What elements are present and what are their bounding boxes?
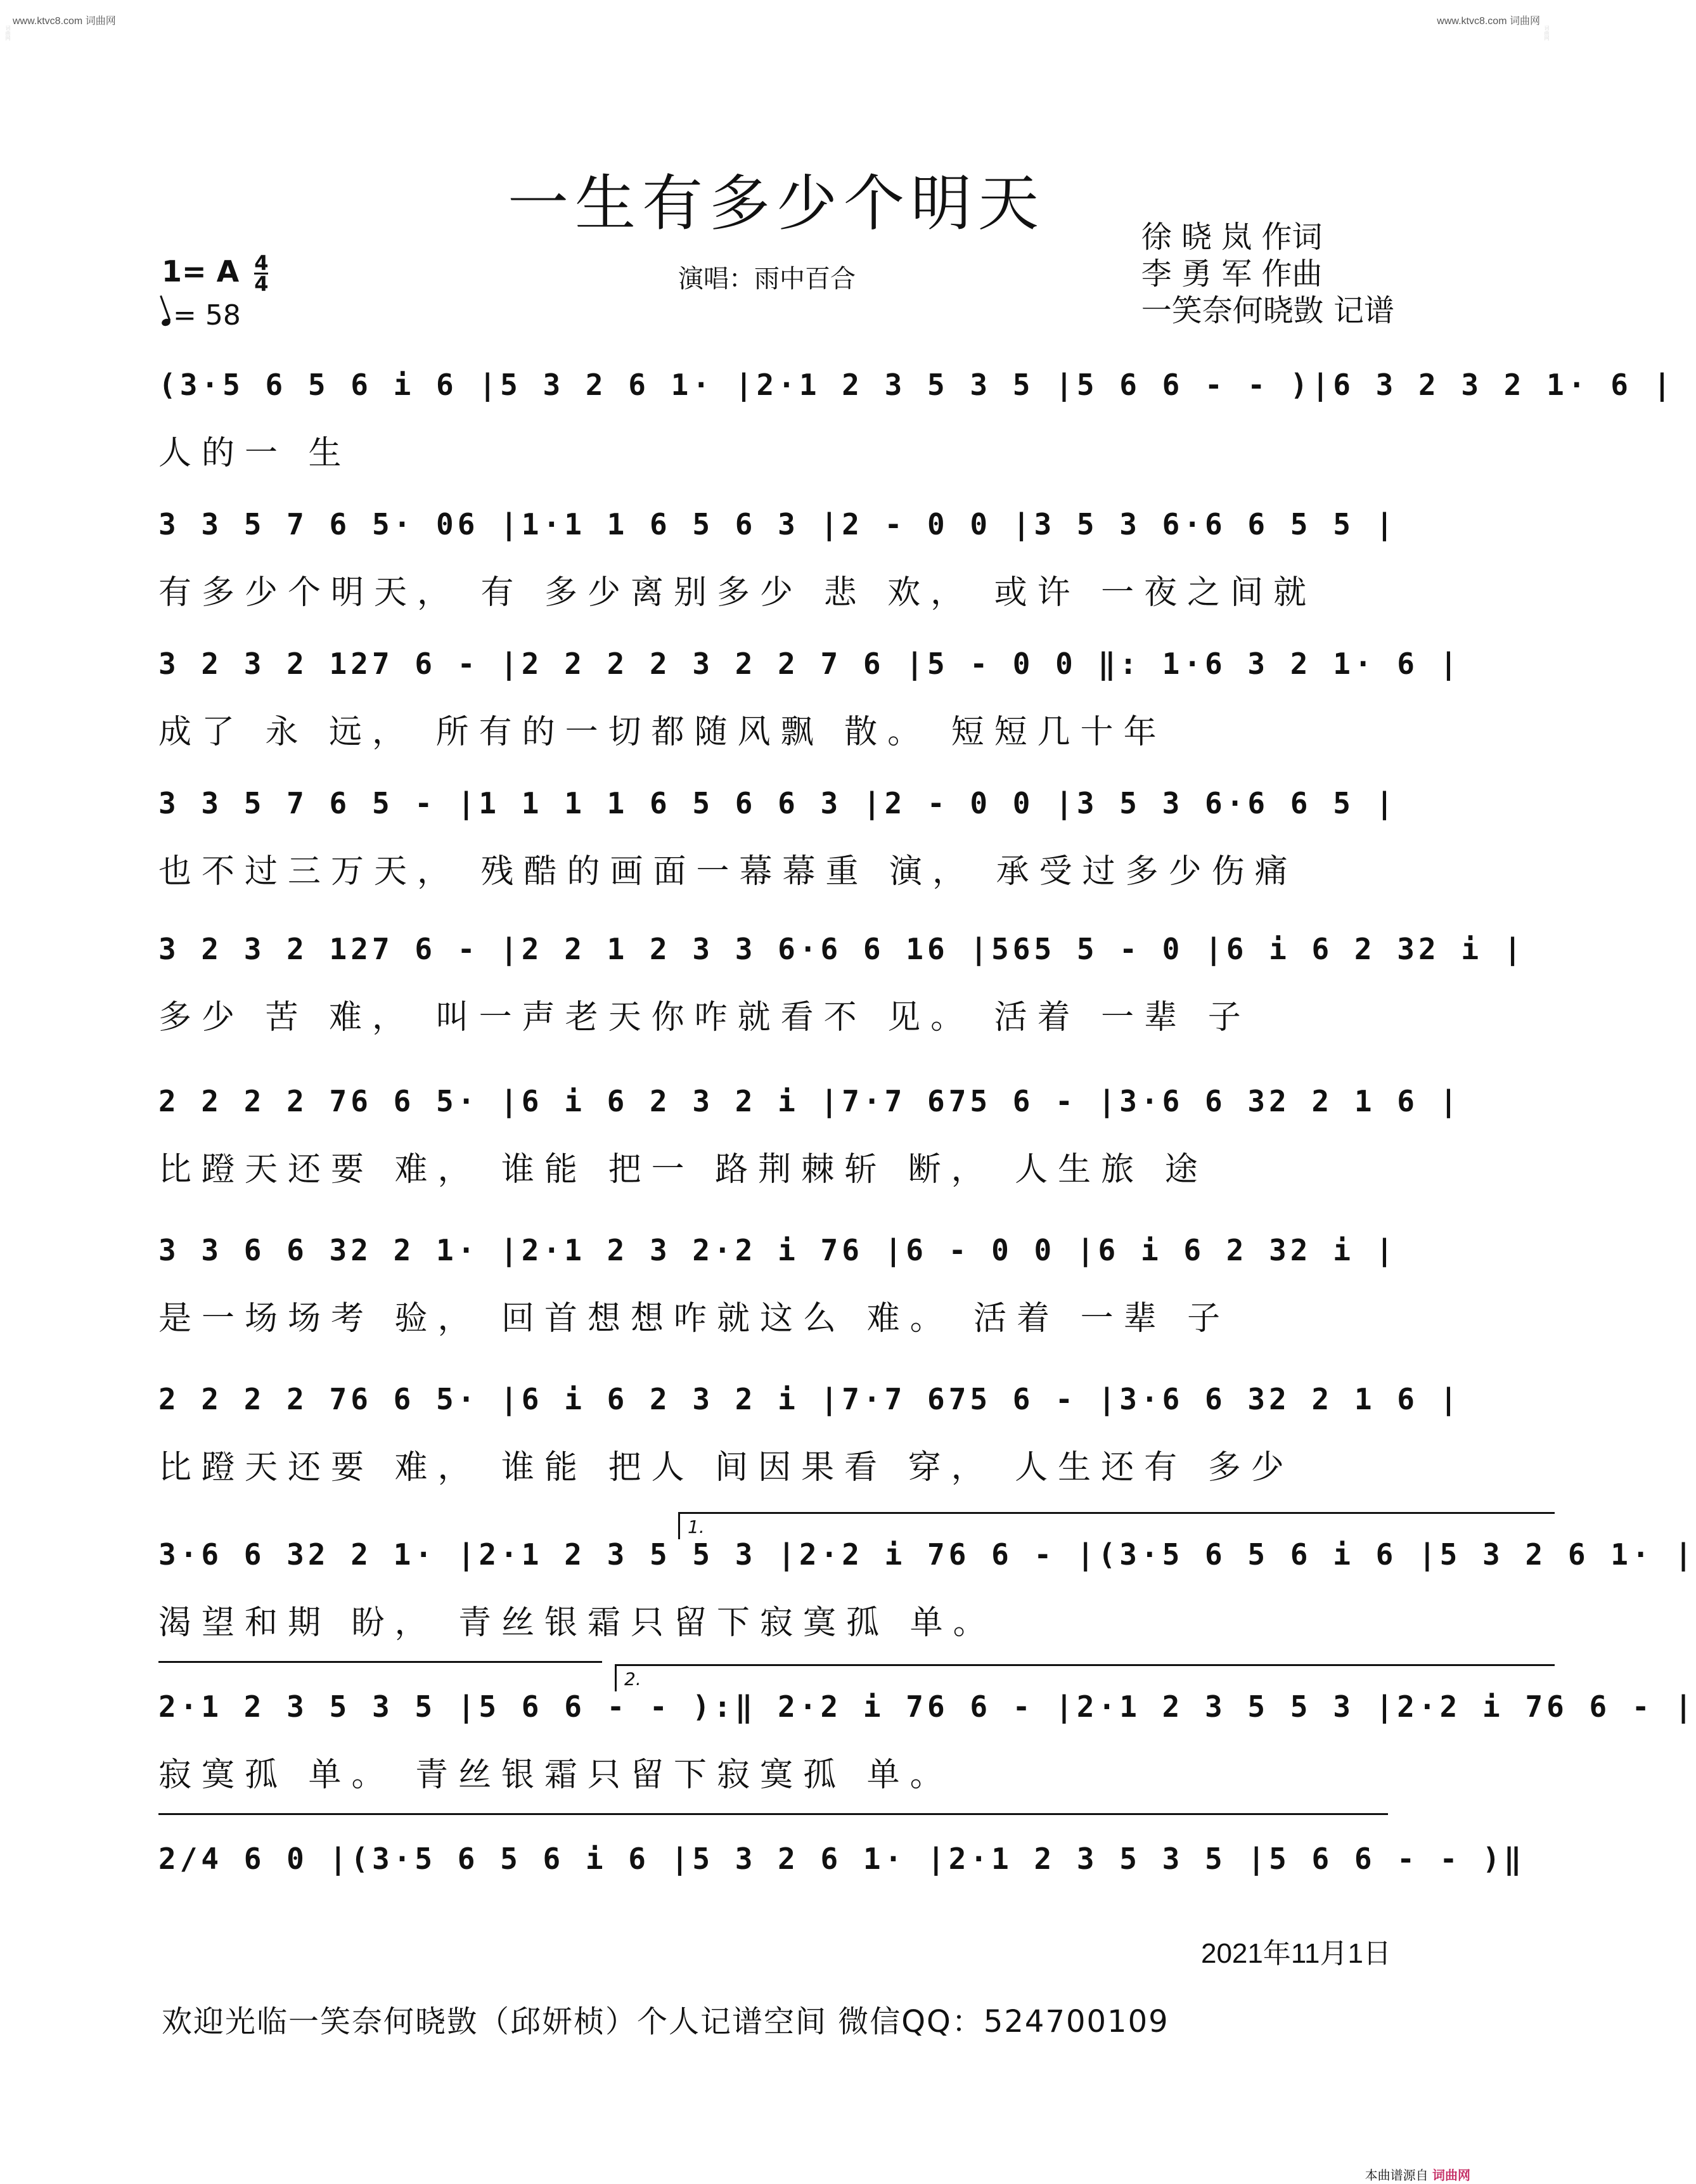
- volta-label: 2.: [624, 1669, 641, 1690]
- time-signature-bottom: 4: [254, 272, 269, 296]
- credits-block: [1141, 219, 1394, 329]
- composer-credit: 李 勇 军 作曲: [1141, 256, 1323, 292]
- footer-source-brand: 词曲网: [1432, 2169, 1470, 2183]
- quarter-note-icon: [161, 318, 172, 327]
- notation-line: 2 2 2 2 76 6 5· |6 i 6 2 3 2 i |7·7 675 6 - |3·6 6 32 2 1 6 |: [158, 1084, 1462, 1118]
- notation-line: 3 2 3 2 127 6 - |2 2 2 2 3 2 2 7 6 |5 - 0 0 ‖: 1·6 3 2 1· 6 |: [158, 647, 1462, 681]
- lyric-line: 比蹬天还要 难， 谁能 把人 间因果看 穿， 人生还有 多少: [158, 1449, 1294, 1487]
- lyric-line: 成了 永 远， 所有的一切都随风飘 散。 短短几十年: [158, 713, 1167, 751]
- lyric-line: 人的一 生: [158, 434, 352, 472]
- system-top-line: [158, 1661, 602, 1663]
- top-left-watermark: [13, 13, 116, 27]
- notation-line: 3 3 5 7 6 5· 06 |1·1 1 6 5 6 3 |2 - 0 0 |3 5 3 6·6 6 5 5 |: [158, 507, 1397, 541]
- lyric-line: 有多少个明天， 有 多少离别多少 悲 欢， 或许 一夜之间就: [158, 574, 1317, 612]
- right-side-watermark: 词曲网: [1544, 25, 1550, 41]
- first-ending-bracket: [678, 1512, 1555, 1539]
- site-label: 词曲网: [85, 16, 116, 27]
- transcriber-credit: 一笑奈何晓敳 记谱: [1141, 293, 1394, 328]
- transcription-date: 2021年11月1日: [1200, 1938, 1391, 1969]
- lyricist-credit: 徐 晓 岚 作词: [1141, 219, 1323, 255]
- footer-source-text: 本曲谱源自: [1365, 2168, 1429, 2183]
- top-right-watermark: [1437, 13, 1540, 27]
- key-signature: [162, 251, 269, 296]
- time-signature-top: 4: [254, 251, 269, 275]
- left-side-watermark: 词曲网: [5, 25, 11, 41]
- site-label: 词曲网: [1509, 16, 1540, 27]
- notation-line: 3 3 6 6 32 2 1· |2·1 2 3 2·2 i 76 |6 - 0 0 |6 i 6 2 32 i |: [158, 1233, 1397, 1267]
- lyric-line: 也不过三万天， 残酷的画面一幕幕重 演， 承受过多少伤痛: [158, 853, 1298, 891]
- notation-line: 2·1 2 3 5 3 5 |5 6 6 - - ):‖ 2·2 i 76 6 - |2·1 2 3 5 5 3 |2·2 i 76 6 - |: [158, 1690, 1696, 1724]
- key-label: 1= A: [162, 254, 240, 288]
- singer-credit: 演唱：雨中百合: [678, 264, 856, 294]
- volta-label: 1.: [688, 1516, 705, 1537]
- lyric-line: 渴望和期 盼， 青丝银霜只留下寂寞孤 单。: [158, 1604, 996, 1642]
- lyric-line: 多少 苦 难， 叫一声老天你咋就看不 见。 活着 一辈 子: [158, 998, 1251, 1037]
- notation-line: 2 2 2 2 76 6 5· |6 i 6 2 3 2 i |7·7 675 6 - |3·6 6 32 2 1 6 |: [158, 1382, 1462, 1416]
- lyric-line: 是一场场考 验， 回首想想咋就这么 难。 活着 一辈 子: [158, 1300, 1231, 1338]
- tempo-value: = 58: [173, 299, 241, 332]
- site-url: www.ktvc8.com: [1437, 16, 1507, 27]
- notation-line: 2/4 6 0 |(3·5 6 5 6 i 6 |5 3 2 6 1· |2·1 2 3 5 3 5 |5 6 6 - - )‖: [158, 1842, 1526, 1876]
- system-top-line: [158, 1813, 1388, 1815]
- footer-source: [1365, 2165, 1470, 2183]
- notation-line: 3 3 5 7 6 5 - |1 1 1 1 6 5 6 6 3 |2 - 0 0 |3 5 3 6·6 6 5 |: [158, 786, 1397, 820]
- tempo-marking: [162, 299, 241, 332]
- site-url: www.ktvc8.com: [13, 16, 83, 27]
- notation-line: 3·6 6 32 2 1· |2·1 2 3 5 5 3 |2·2 i 76 6 - |(3·5 6 5 6 i 6 |5 3 2 6 1· |: [158, 1537, 1696, 1572]
- time-signature: [254, 251, 269, 296]
- lyric-line: 比蹬天还要 难， 谁能 把一 路荆棘斩 断， 人生旅 途: [158, 1151, 1208, 1189]
- song-title: 一生有多少个明天: [508, 168, 1045, 239]
- notation-line: 3 2 3 2 127 6 - |2 2 1 2 3 3 6·6 6 16 |565 5 - 0 |6 i 6 2 32 i |: [158, 932, 1526, 966]
- second-ending-bracket: [615, 1664, 1555, 1691]
- footer-note: 欢迎光临一笑奈何晓敳（邱妍桢）个人记谱空间 微信QQ：524700109: [162, 2004, 1169, 2039]
- notation-line: (3·5 6 5 6 i 6 |5 3 2 6 1· |2·1 2 3 5 3 5 |5 6 6 - - )|6 3 2 3 2 1· 6 |: [158, 368, 1675, 402]
- lyric-line: 寂寞孤 单。 青丝银霜只留下寂寞孤 单。: [158, 1756, 953, 1794]
